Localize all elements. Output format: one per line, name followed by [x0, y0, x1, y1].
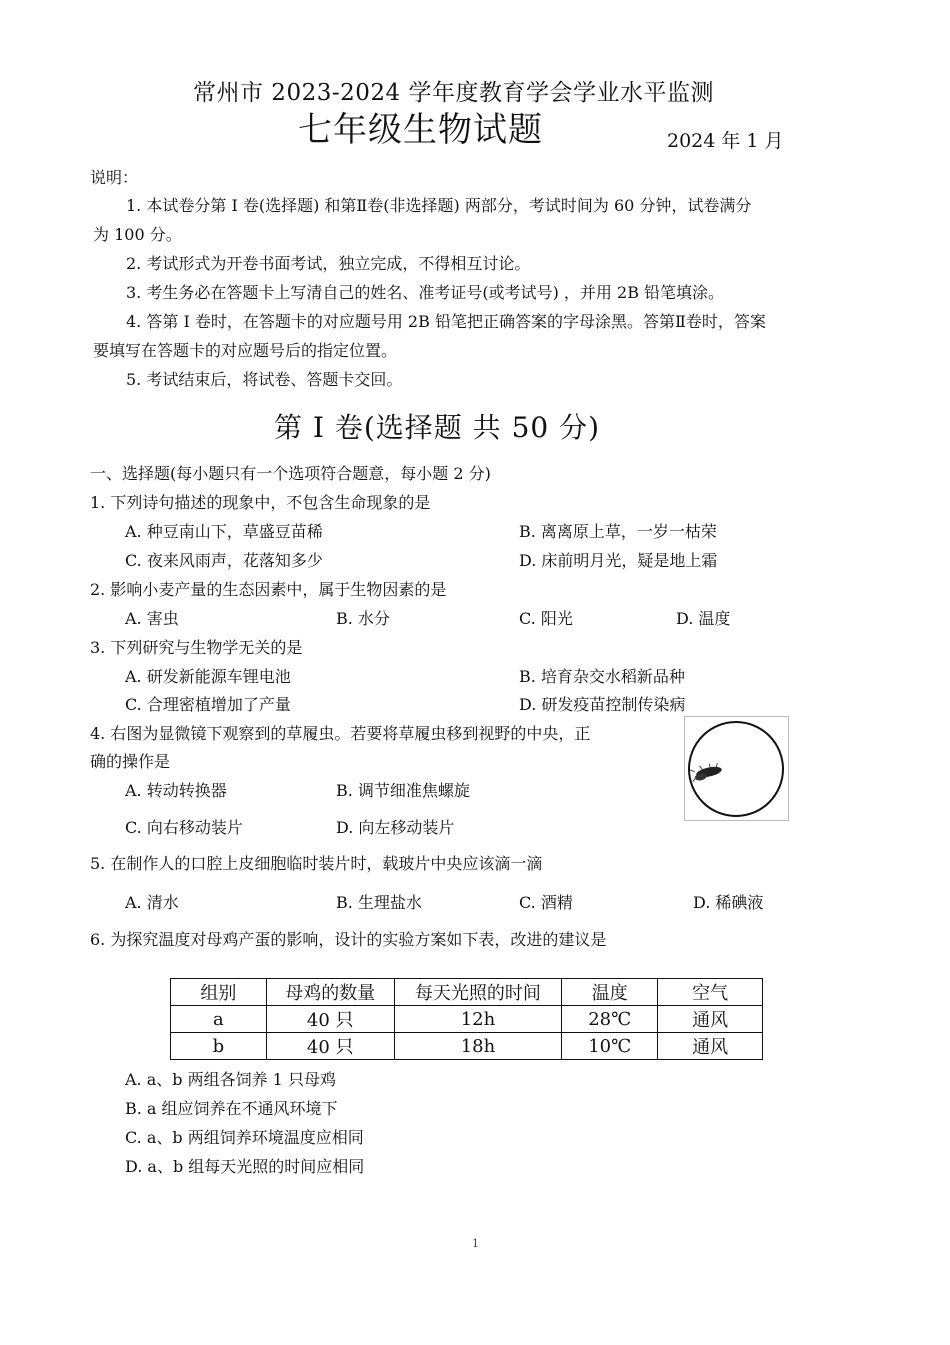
- option: B. a 组应饲养在不通风环境下: [125, 1099, 338, 1118]
- option: A. 种豆南山下，草盛豆苗稀: [125, 522, 323, 541]
- option: A. 清水: [125, 893, 179, 912]
- option: C. 夜来风雨声，花落知多少: [125, 551, 323, 570]
- option: A. 转动转换器: [125, 781, 227, 800]
- question-stem: 3. 下列研究与生物学无关的是: [90, 638, 303, 657]
- option: B. 生理盐水: [336, 893, 422, 912]
- option: D. 研发疫苗控制传染病: [519, 695, 686, 714]
- instruction-item: 2. 考试形式为开卷书面考试，独立完成，不得相互讨论。: [126, 254, 531, 273]
- table-row: [171, 1006, 763, 1033]
- option: C. 向右移动装片: [125, 818, 243, 837]
- table-header-cell: 每天光照的时间: [394, 979, 562, 1006]
- table-header-cell: 空气: [658, 979, 763, 1006]
- table-cell: 通风: [658, 1033, 763, 1060]
- instruction-item: 5. 考试结束后，将试卷、答题卡交回。: [126, 370, 403, 389]
- option: D. 温度: [676, 609, 731, 628]
- option: D. 床前明月光，疑是地上霜: [519, 551, 718, 570]
- option: D. 向左移动装片: [336, 818, 455, 837]
- table-row: [171, 1033, 763, 1060]
- table-cell: 10℃: [562, 1033, 658, 1060]
- question-stem-cont: 确的操作是: [90, 752, 171, 771]
- instruction-item: 1. 本试卷分第 I 卷(选择题) 和第Ⅱ卷(非选择题) 两部分，考试时间为 60 分钟，试卷满分: [126, 196, 752, 215]
- section-title: 第 I 卷(选择题 共 50 分): [274, 411, 601, 444]
- instruction-item: 3. 考生务必在答题卡上写清自己的姓名、准考证号(或考试号) ，并用 2B 铅笔填涂。: [126, 283, 725, 302]
- instruction-item: 为 100 分。: [93, 225, 182, 244]
- option: D. 稀碘液: [693, 893, 764, 912]
- table-cell: 40 只: [266, 1033, 394, 1060]
- table-cell: 通风: [658, 1006, 763, 1033]
- option: B. 调节细准焦螺旋: [336, 781, 470, 800]
- table-header-cell: 温度: [562, 979, 658, 1006]
- table-header-row: [171, 979, 763, 1006]
- option: D. a、b 组每天光照的时间应相同: [125, 1157, 365, 1176]
- table-cell: a: [171, 1006, 267, 1033]
- page-number: 1: [472, 1237, 479, 1250]
- part-intro: 一、选择题(每小题只有一个选项符合题意，每小题 2 分): [90, 464, 491, 483]
- table-cell: 40 只: [266, 1006, 394, 1033]
- experiment-table: [170, 978, 763, 1060]
- option: A. 害虫: [125, 609, 179, 628]
- instruction-item: 要填写在答题卡的对应题号后的指定位置。: [93, 341, 398, 360]
- question-stem: 4. 右图为显微镜下观察到的草履虫。若要将草履虫移到视野的中央，正: [90, 724, 591, 743]
- question-stem: 1. 下列诗句描述的现象中，不包含生命现象的是: [90, 493, 431, 512]
- microscope-view-figure: [684, 716, 789, 821]
- instructions-label: 说明：: [90, 168, 139, 187]
- table-cell: b: [171, 1033, 267, 1060]
- option: B. 培育杂交水稻新品种: [519, 667, 685, 686]
- option: B. 离离原上草，一岁一枯荣: [519, 522, 717, 541]
- exam-title-line2: 七年级生物试题: [298, 110, 543, 150]
- option: A. 研发新能源车锂电池: [125, 667, 291, 686]
- question-stem: 5. 在制作人的口腔上皮细胞临时装片时，载玻片中央应该滴一滴: [90, 854, 543, 873]
- option: C. a、b 两组饲养环境温度应相同: [125, 1128, 364, 1147]
- question-stem: 2. 影响小麦产量的生态因素中，属于生物因素的是: [90, 580, 447, 599]
- exam-date: 2024 年 1 月: [667, 130, 784, 152]
- table-cell: 18h: [394, 1033, 562, 1060]
- option: C. 阳光: [519, 609, 573, 628]
- paramecium-icon: [685, 717, 788, 820]
- table-header-cell: 组别: [171, 979, 267, 1006]
- table-cell: 28℃: [562, 1006, 658, 1033]
- option: B. 水分: [336, 609, 390, 628]
- instruction-item: 4. 答第 I 卷时，在答题卡的对应题号用 2B 铅笔把正确答案的字母涂黑。答第Ⅱ卷时，答案: [126, 312, 766, 331]
- question-stem: 6. 为探究温度对母鸡产蛋的影响，设计的实验方案如下表，改进的建议是: [90, 930, 607, 949]
- option: C. 合理密植增加了产量: [125, 695, 291, 714]
- exam-title-line1: 常州市 2023-2024 学年度教育学会学业水平监测: [193, 80, 714, 106]
- option: C. 酒精: [519, 893, 573, 912]
- table-header-cell: 母鸡的数量: [266, 979, 394, 1006]
- option: A. a、b 两组各饲养 1 只母鸡: [125, 1070, 336, 1089]
- table-cell: 12h: [394, 1006, 562, 1033]
